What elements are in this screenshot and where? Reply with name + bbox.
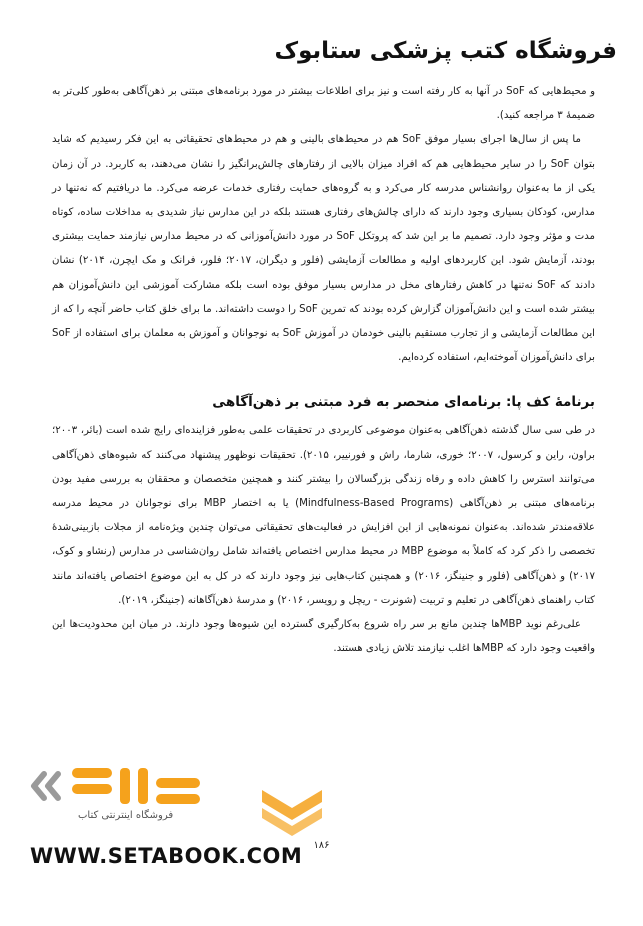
page-number: ۱۸۶ bbox=[313, 840, 330, 851]
logo-tagline: فروشگاه اینترنتی کتاب bbox=[78, 810, 174, 821]
website-url: WWW.SETABOOK.COM bbox=[30, 844, 303, 868]
page-body bbox=[52, 80, 595, 661]
paragraph-mindfulness-research: در طی سی سال گذشته ذهن‌آگاهی به‌عنوان موضوعی کاربردی در تحقیقات علمی به‌طور فزاینده‌ای رایج شده است (بائر، ۲۰۰۳؛ براون، راین و کرسول، ۲۰۰۷؛ خوری، شارما، راش و فورنییر، ۲۰۱۵). تحقیقات نوظهور پیشنهاد می‌کنند که شیوه‌های ذهن‌آگاهی می‌توانند استرس را کاهش داده و رفاه زندگی بزرگسالان را بیشتر کنند و همچنین متخصصان و محققان به بررسی مفید بودن برنامه‌های مبتنی بر ذهن‌آگاهی (Mindfulness-Based Programs) یا به اختصار MBP برای نوجوانان در محیط مدرسه علاقه‌مندتر شده‌اند. به‌عنوان نمونه‌هایی از این افزایش در فعالیت‌های تحقیقاتی می‌توان چندین ویژه‌نامه از مجلات بازبینی‌شدهٔ تخصصی را ذکر کرد که کاملاً به موضوع MBP در محیط مدارس اختصاص یافته‌اند شامل روان‌شناسی در مدارس (رنشاو و کوک، ۲۰۱۷) و ذهن‌آگاهی (فلور و جنینگز، ۲۰۱۶) و همچنین کتاب‌هایی نیز وجود دارند که در کل به این موضوع اختصاص یافته‌اند مانند کتاب راهنمای ذهن‌آگاهی در تعلیم و تربیت (شونرت - ریچل و رویسر، ۲۰۱۶) و مدرسهٔ ذهن‌آگاهانه (جنینگز، ۲۰۱۹). bbox=[52, 425, 596, 606]
page-header-title: فروشگاه کتب پزشکی ستابوک bbox=[274, 38, 617, 64]
section-heading: برنامهٔ کف پا: برنامه‌ای منحصر به فرد مبتنی بر ذهن‌آگاهی bbox=[212, 394, 595, 411]
paragraph-intro-continuation: و محیط‌هایی که SoF در آنها به کار رفته است و نیز برای اطلاعات بیشتر در مورد برنامه‌های مبتنی بر ذهن‌آگاهی به‌طور کلی‌تر به ضمیمهٔ ۳ مراجعه کنید). bbox=[52, 86, 595, 122]
paragraph-sof-history: ما پس از سال‌ها اجرای بسیار موفق SoF هم در محیط‌های بالینی و هم در محیط‌های تحقیقاتی به این فکر رسیدیم که شاید بتوان SoF را در سایر محیط‌هایی هم که افراد میزان بالایی از رفتارهای چالش‌برانگیز را نشان می‌دهند، به کاربرد. در آن زمان یکی از ما به‌عنوان روانشناس مدرسه کار می‌کرد و به گروه‌های حمایت رفتاری خدمات عرضه می‌کرد. ما دریافتیم که نه‌تنها در مدارس، کودکان بسیاری وجود دارند که دارای چالش‌های رفتاری هستند بلکه در این مدارس نیاز شدیدی به مداخلات ساده، کوتاه مدت و مؤثر وجود دارد. تصمیم ما بر این شد که پروتکل SoF در مورد دانش‌آموزانی که در محیط مدارس نیازمند حمایت بیشتری بودند، آزمایش شود. این کاربردهای اولیه و مطالعات آزمایشی (فلور و دیگران، ۲۰۱۷؛ فلور، فرانک و مک ایچرن، ۲۰۱۴) نشان دادند که SoF نه‌تنها در کاهش رفتارهای مخل در مدارس بسیار موفق بوده است بلکه مشارکت آموزشی این دانش‌آموزان هم بیشتر شده است و این دانش‌آموزان گزارش کرده بودند که تمرین SoF را دوست داشته‌اند. ما برای خلق کتاب حاضر آنچه را که از این مطالعات آزمایشی و از تجارب مستقیم بالینی خودمان در آموزش SoF به نوجوانان و آموزش به معلمان برای استفاده از SoF برای دانش‌آموزان آموخته‌ایم، استفاده کرده‌ایم. bbox=[52, 134, 596, 364]
paragraph-mbp-barriers: علی‌رغم نوید MBP‌ها چندین مانع بر سر راه شروع به‌کارگیری گسترده این شیوه‌ها وجود دارند. در میان این محدودیت‌ها این واقعیت وجود دارد که MBP‌ها اغلب نیازمند تلاش زیادی هستند. bbox=[52, 619, 595, 655]
